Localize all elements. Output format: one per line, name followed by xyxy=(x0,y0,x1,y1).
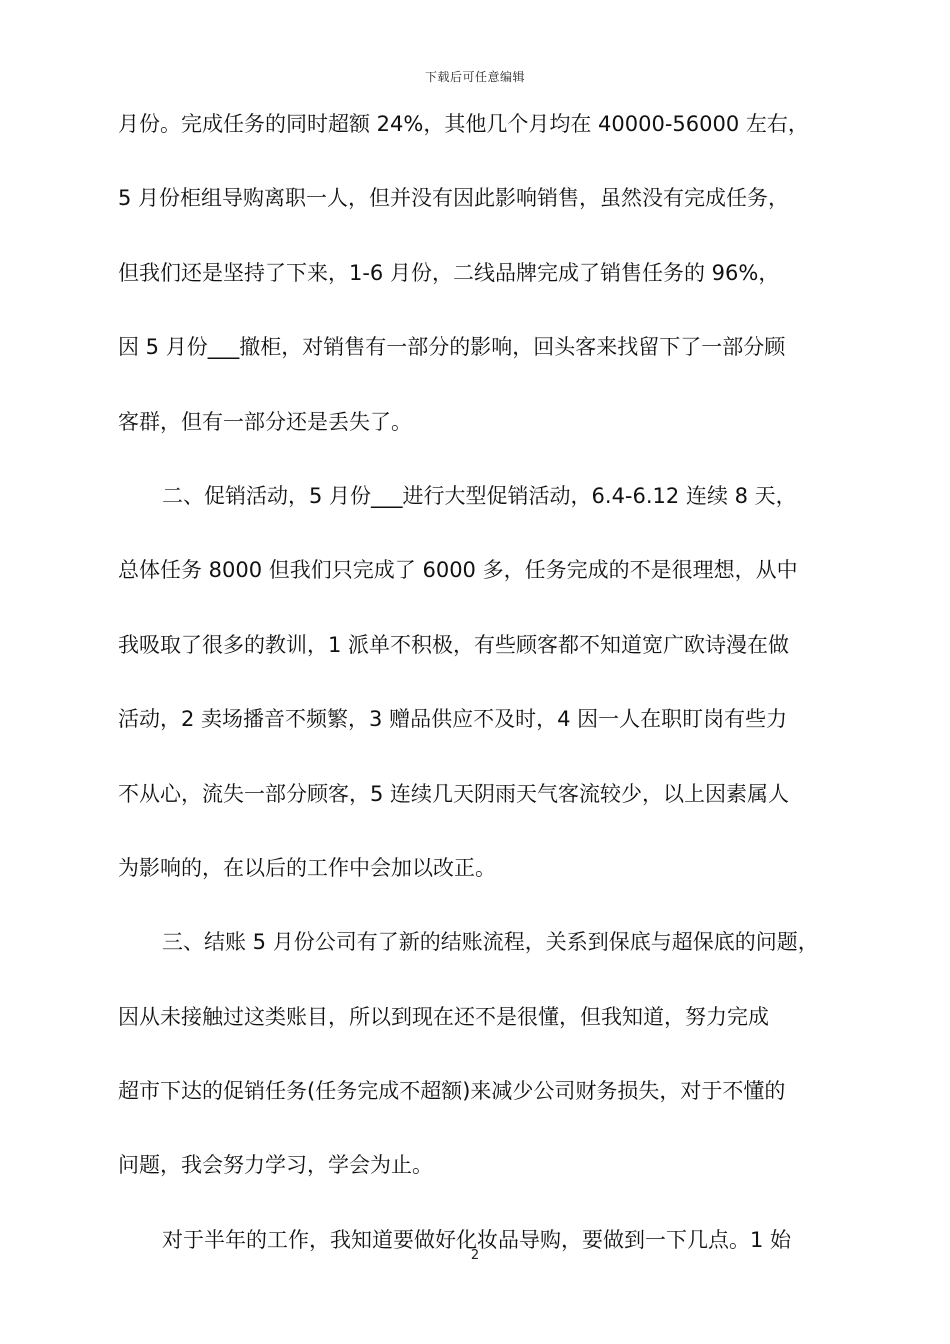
text-line: 不从心，流失一部分顾客，5 连续几天阴雨天气客流较少，以上因素属人 xyxy=(118,781,790,806)
text-line: 活动，2 卖场播音不频繁，3 赠品供应不及时，4 因一人在职盯岗有些力 xyxy=(118,707,788,732)
page-number: 2 xyxy=(470,1248,480,1263)
text-line: 我吸取了很多的教训，1 派单不积极，有些顾客都不知道宽广欧诗漫在做 xyxy=(118,632,790,657)
text-line: 总体任务 8000 但我们只完成了 6000 多，任务完成的不是很理想，从中 xyxy=(118,558,798,583)
page-header: 下载后可任意编辑 xyxy=(424,70,525,84)
text-line: 对于半年的工作，我知道要做好化妆品导购，要做到一下几点。1 始 xyxy=(162,1227,792,1252)
text-line: 因 5 月份___撤柜，对销售有一部分的影响，回头客来找留下了一部分顾 xyxy=(118,335,786,360)
text-line: 为影响的，在以后的工作中会加以改正。 xyxy=(118,855,496,880)
text-line: 二、促销活动，5 月份___进行大型促销活动，6.4-6.12 连续 8 天， xyxy=(162,483,797,508)
text-line: 5 月份柜组导购离职一人，但并没有因此影响销售，虽然没有完成任务， xyxy=(118,186,790,211)
body-text xyxy=(118,104,858,1294)
text-line: 三、结账 5 月份公司有了新的结账流程，关系到保底与超保底的问题， xyxy=(162,930,819,955)
text-line: 超市下达的促销任务(任务完成不超额)来减少公司财务损失，对于不懂的 xyxy=(118,1079,786,1104)
text-line: 问题，我会努力学习，学会为止。 xyxy=(118,1153,433,1178)
text-line: 客群，但有一部分还是丢失了。 xyxy=(118,409,412,434)
text-line: 月份。完成任务的同时超额 24%，其他几个月均在 40000-56000 左右， xyxy=(118,112,809,136)
text-line: 因从未接触过这类账目，所以到现在还不是很懂，但我知道，努力完成 xyxy=(118,1004,769,1029)
text-line: 但我们还是坚持了下来，1-6 月份，二线品牌完成了销售任务的 96%， xyxy=(118,260,780,285)
